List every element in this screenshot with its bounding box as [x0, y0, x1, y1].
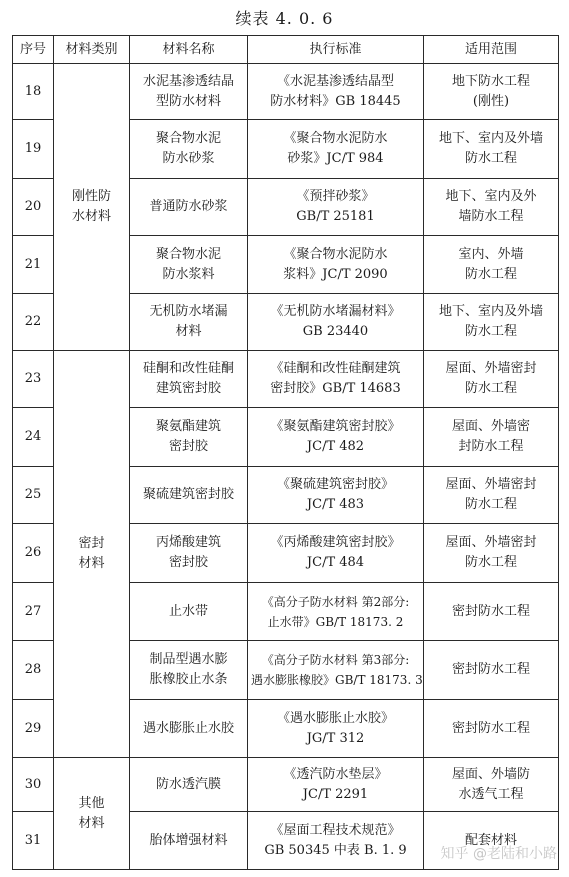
header-standard: 执行标准: [248, 36, 424, 64]
cell-material-name: [130, 700, 248, 758]
cell-line: 《高分子防水材料 第2部分:: [261, 594, 410, 609]
cell-line: 密封胶: [168, 439, 208, 454]
cell-no: 29: [13, 700, 54, 758]
cell-standard: [248, 700, 424, 758]
cell-line: 密封: [78, 536, 105, 551]
cell-scope: [424, 467, 559, 524]
cell-line: 密封胶》GB/T 14683: [270, 381, 401, 396]
cell-scope: [424, 758, 559, 812]
cell-line: 《无机防水堵漏材料》: [270, 304, 401, 319]
cell-line: 《透汽防水垫层》: [283, 766, 388, 782]
cell-no: 19: [13, 120, 54, 179]
cell-standard: [248, 812, 424, 870]
cell-category: [54, 351, 130, 758]
cell-category: [54, 64, 130, 351]
cell-line: 《预拌砂浆》: [296, 189, 375, 204]
cell-line: JC/T 484: [306, 555, 365, 570]
cell-scope: [424, 641, 559, 700]
cell-standard: [248, 758, 424, 812]
cell-line: 屋面、外墙密: [451, 419, 530, 434]
cell-line: 地下、室内及外: [445, 189, 537, 204]
cell-line: 《聚硫建筑密封胶》: [276, 477, 394, 492]
cell-material-name: [130, 179, 248, 236]
cell-line: JC/T 2291: [302, 786, 369, 802]
cell-category: [54, 758, 130, 870]
cell-line: 《聚合物水泥防水: [283, 131, 388, 146]
table-title: 续表 4. 0. 6: [235, 9, 334, 28]
cell-line: 刚性防: [71, 189, 111, 204]
cell-line: 止水带: [168, 603, 208, 619]
cell-standard: [248, 641, 424, 700]
cell-material-name: [130, 120, 248, 179]
cell-line: 其他: [78, 795, 105, 811]
header-scope: 适用范围: [424, 36, 559, 64]
cell-standard: [248, 236, 424, 294]
watermark: 知乎 @老陆和小路: [440, 846, 557, 862]
cell-line: 遇水膨胀橡胶》GB/T 18173. 3: [251, 673, 423, 687]
cell-line: 防水工程: [464, 266, 517, 282]
cell-no: 18: [13, 64, 54, 120]
cell-scope: [424, 179, 559, 236]
cell-line: 屋面、外墙防: [451, 766, 530, 782]
cell-line: 《聚氨酯建筑密封胶》: [270, 419, 401, 434]
cell-line: 聚氨酯建筑: [155, 419, 221, 434]
cell-material-name: [130, 467, 248, 524]
cell-line: GB/T 25181: [296, 209, 375, 224]
cell-line: 《屋面工程技术规范》: [270, 822, 401, 838]
cell-line: (刚性): [472, 93, 510, 109]
cell-line: 防水工程: [464, 497, 517, 512]
cell-standard: [248, 583, 424, 641]
cell-line: 地下、室内及外墙: [438, 304, 543, 319]
cell-line: 材料: [78, 556, 105, 571]
cell-scope: [424, 408, 559, 467]
cell-line: 防水工程: [464, 381, 517, 396]
cell-line: 胎体增强材料: [149, 832, 228, 848]
cell-line: 《丙烯酸建筑密封胶》: [270, 535, 401, 550]
cell-standard: [248, 64, 424, 120]
cell-line: GB 23440: [302, 324, 369, 339]
cell-line: 《高分子防水材料 第3部分:: [261, 653, 410, 667]
cell-material-name: [130, 524, 248, 583]
cell-material-name: [130, 812, 248, 870]
cell-no: 28: [13, 641, 54, 700]
cell-standard: [248, 179, 424, 236]
cell-scope: [424, 700, 559, 758]
cell-line: 聚合物水泥: [155, 131, 221, 146]
cell-line: JC/T 482: [306, 439, 365, 454]
cell-line: 墙防水工程: [458, 209, 524, 224]
cell-material-name: [130, 641, 248, 700]
cell-line: 《硅酮和改性硅酮建筑: [270, 361, 401, 376]
cell-standard: [248, 351, 424, 408]
cell-line: 《水泥基渗透结晶型: [276, 73, 394, 89]
header-no: 序号: [13, 36, 54, 64]
cell-line: 浆料》JC/T 2090: [283, 266, 388, 282]
cell-line: 《遇水膨胀止水胶》: [276, 710, 394, 726]
cell-line: 地下防水工程: [451, 73, 530, 89]
cell-scope: [424, 294, 559, 351]
cell-line: 聚合物水泥: [155, 246, 221, 262]
cell-line: 屋面、外墙密封: [445, 535, 537, 550]
cell-line: 型防水材料: [155, 93, 221, 109]
cell-line: 封防水工程: [458, 439, 524, 454]
cell-no: 24: [13, 408, 54, 467]
cell-line: JG/T 312: [306, 730, 365, 746]
cell-standard: [248, 294, 424, 351]
cell-line: JC/T 483: [306, 497, 365, 512]
cell-line: 硅酮和改性硅酮: [142, 361, 234, 376]
cell-no: 25: [13, 467, 54, 524]
header-category: 材料类别: [54, 36, 130, 64]
cell-line: 丙烯酸建筑: [155, 535, 221, 550]
materials-table: [12, 35, 559, 870]
cell-scope: [424, 351, 559, 408]
cell-scope: [424, 120, 559, 179]
cell-standard: [248, 467, 424, 524]
cell-no: 26: [13, 524, 54, 583]
cell-line: 胀橡胶止水条: [149, 672, 228, 687]
cell-line: 聚硫建筑密封胶: [142, 487, 234, 502]
cell-line: 水透气工程: [458, 786, 524, 802]
cell-material-name: [130, 236, 248, 294]
cell-line: 材料: [78, 815, 105, 831]
cell-scope: [424, 583, 559, 641]
cell-standard: [248, 120, 424, 179]
cell-line: 密封防水工程: [451, 603, 530, 619]
cell-material-name: [130, 408, 248, 467]
cell-material-name: [130, 64, 248, 120]
cell-line: 止水带》GB/T 18173. 2: [267, 614, 404, 629]
table-row: [13, 758, 559, 812]
cell-no: 20: [13, 179, 54, 236]
cell-line: 水材料: [71, 209, 111, 224]
cell-line: 无机防水堵漏: [149, 304, 228, 319]
cell-standard: [248, 408, 424, 467]
cell-no: 22: [13, 294, 54, 351]
header-name: 材料名称: [130, 36, 248, 64]
cell-no: 21: [13, 236, 54, 294]
cell-line: 建筑密封胶: [155, 381, 221, 396]
cell-scope: [424, 236, 559, 294]
cell-no: 23: [13, 351, 54, 408]
cell-line: 制品型遇水膨: [149, 652, 228, 667]
table-row: [13, 64, 559, 120]
cell-line: 水泥基渗透结晶: [142, 73, 234, 89]
cell-line: 密封防水工程: [451, 720, 530, 736]
cell-scope: [424, 64, 559, 120]
cell-line: 配套材料: [464, 832, 517, 848]
cell-line: 材料: [175, 324, 202, 339]
cell-line: 密封胶: [168, 555, 208, 570]
cell-line: 防水工程: [464, 555, 517, 570]
cell-line: 防水砂浆: [162, 151, 215, 166]
cell-line: 普通防水砂浆: [149, 199, 228, 214]
cell-material-name: [130, 351, 248, 408]
table-row: [13, 351, 559, 408]
cell-no: 30: [13, 758, 54, 812]
cell-line: 屋面、外墙密封: [445, 477, 537, 492]
cell-line: 屋面、外墙密封: [445, 361, 537, 376]
cell-scope: [424, 524, 559, 583]
cell-no: 27: [13, 583, 54, 641]
cell-line: 密封防水工程: [451, 662, 530, 677]
cell-line: 防水浆料: [162, 266, 215, 282]
cell-line: 防水工程: [464, 151, 517, 166]
cell-material-name: [130, 583, 248, 641]
cell-line: 遇水膨胀止水胶: [142, 720, 234, 736]
cell-line: 《聚合物水泥防水: [283, 246, 388, 262]
cell-line: 防水材料》GB 18445: [270, 93, 401, 109]
cell-line: 室内、外墙: [458, 246, 524, 262]
cell-standard: [248, 524, 424, 583]
cell-material-name: [130, 294, 248, 351]
cell-line: GB 50345 中表 B. 1. 9: [264, 842, 407, 858]
cell-line: 防水工程: [464, 324, 517, 339]
cell-line: 地下、室内及外墙: [438, 131, 543, 146]
table-header-row: [13, 36, 559, 64]
cell-line: 砂浆》JC/T 984: [287, 151, 384, 166]
cell-material-name: [130, 758, 248, 812]
cell-line: 防水透汽膜: [155, 776, 221, 792]
cell-no: 31: [13, 812, 54, 870]
